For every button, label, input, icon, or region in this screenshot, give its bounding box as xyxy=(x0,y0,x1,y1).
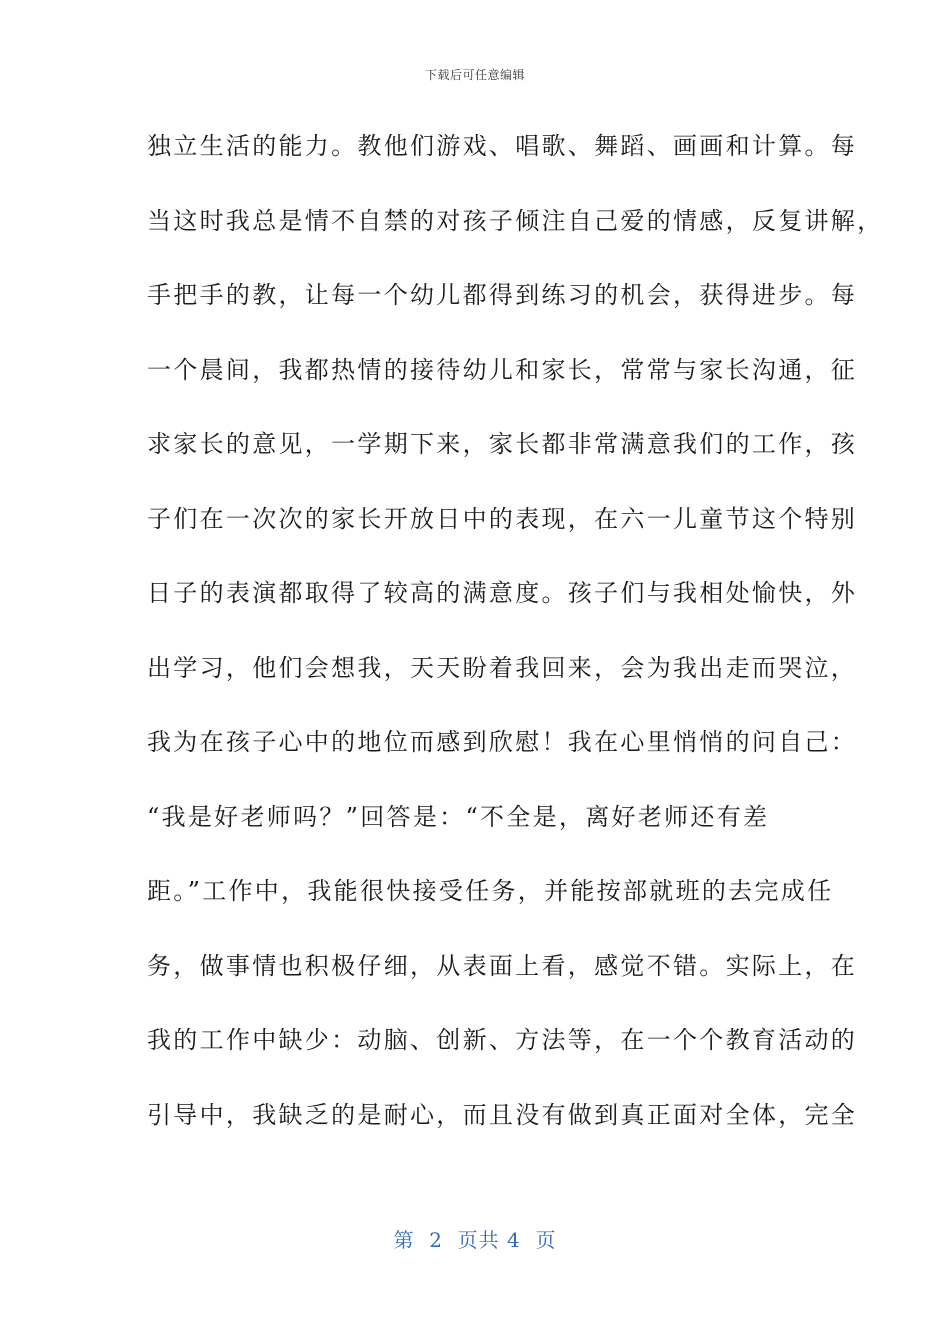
text-line: 子们在一次次的家长开放日中的表现，在六一儿童节这个特别 xyxy=(147,504,858,533)
text-line: 出学习，他们会想我，天天盼着我回来，会为我出走而哭泣， xyxy=(147,653,858,682)
page-header: 下载后可任意编辑 xyxy=(424,68,525,82)
text-line: 求家长的意见，一学期下来，家长都非常满意我们的工作，孩 xyxy=(147,430,858,458)
text-line: 手把手的教，让每一个幼儿都得到练习的机会，获得进步。每 xyxy=(147,281,858,309)
text-line: 日子的表演都取得了较高的满意度。孩子们与我相处愉快，外 xyxy=(147,579,858,607)
text-line: 当这时我总是情不自禁的对孩子倾注自己爱的情感，反复讲解， xyxy=(147,206,884,235)
text-line: 我的工作中缺少：动脑、创新、方法等，在一个个教育活动的 xyxy=(147,1026,858,1054)
text-line: “我是好老师吗？”回答是：“不全是，离好老师还有差 xyxy=(147,802,770,831)
text-line: 一个晨间，我都热情的接待幼儿和家长，常常与家长沟通，征 xyxy=(147,355,858,384)
text-line: 引导中，我缺乏的是耐心，而且没有做到真正面对全体，完全 xyxy=(147,1100,858,1129)
document-body xyxy=(147,127,884,1170)
text-line: 距。”工作中，我能很快接受任务，并能按部就班的去完成任 xyxy=(147,877,834,905)
text-line: 独立生活的能力。教他们游戏、唱歌、舞蹈、画画和计算。每 xyxy=(147,132,858,160)
page-number-footer: 第 2 页共 4 页 xyxy=(393,1228,557,1252)
text-line: 务，做事情也积极仔细，从表面上看，感觉不错。实际上，在 xyxy=(147,951,858,980)
text-line: 我为在孩子心中的地位而感到欣慰！我在心里悄悄的问自己： xyxy=(147,728,858,756)
